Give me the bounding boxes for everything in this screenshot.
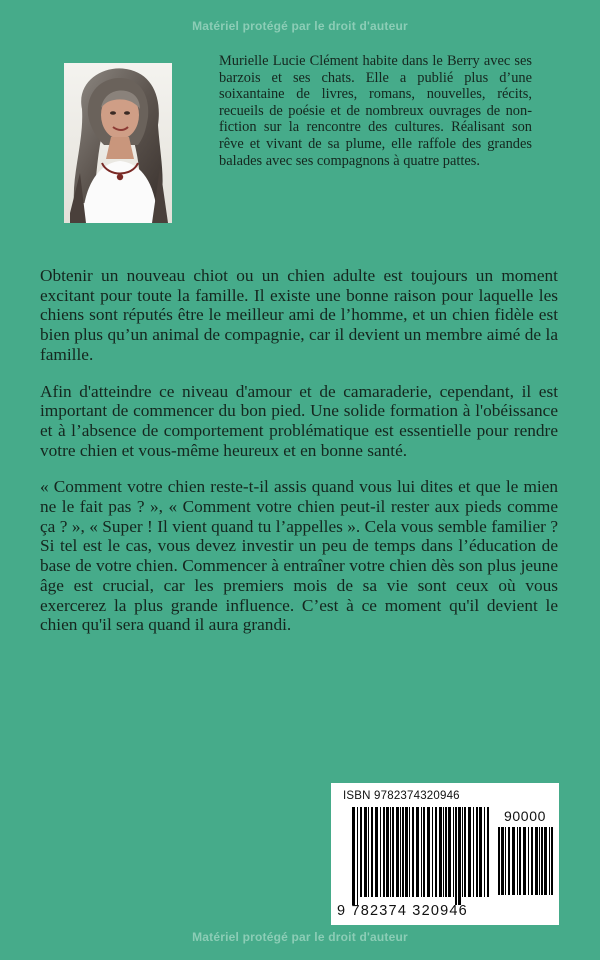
barcode-bar	[476, 807, 478, 897]
isbn-barcode-box	[331, 783, 559, 925]
barcode-bar	[544, 827, 547, 895]
barcode-bar	[462, 807, 463, 897]
barcode-bar	[416, 807, 419, 897]
barcode-bar	[473, 807, 474, 897]
barcode-bar	[412, 807, 414, 897]
barcode-bar	[371, 807, 373, 897]
author-photo	[64, 63, 172, 223]
barcode-bar	[458, 807, 461, 905]
barcode-bar	[505, 827, 506, 895]
barcode-bar	[375, 807, 378, 897]
blurb-paragraph: Afin d'atteindre ce niveau d'amour et de camaraderie, cependant, il est important de commencer du bon pied. Une solide formation à l'obéissance et à l’absence de comportement problématique est essentielle pour rendre votre chien et vous-même heureux et en bonne santé.	[40, 381, 558, 460]
barcode-bar	[487, 807, 489, 897]
barcode-bar	[498, 827, 500, 895]
addon-barcode-bars	[497, 827, 553, 903]
barcode-bar	[421, 807, 422, 897]
blurb-paragraph: « Comment votre chien reste-t-il assis quand vous lui dites et que le mien ne le fait pas ? », « Comment votre chien peut-il rester aux pieds comme ça ? », « Super ! Il vient quand tu l’appelles ». Cela vous semble familier ? Si tel est le cas, vous devez investir un peu de temps dans l’éducation de base de votre chien. Commencer à entraîner votre chien dès son plus jeune âge est crucial, car les premiers mois de sa vie sont ceux où vous exercerez la plus grande influence. C’est à ce moment qu'il devient le chien qu'il sera quand il aura grandi.	[40, 477, 558, 635]
barcode-bar	[448, 807, 451, 897]
book-blurb	[40, 266, 558, 652]
copyright-watermark-top: Matériel protégé par le droit d'auteur	[192, 19, 408, 33]
barcode-bar	[523, 827, 526, 895]
barcode-bar	[364, 807, 367, 897]
barcode-bar	[549, 827, 550, 895]
blurb-paragraph: Obtenir un nouveau chiot ou un chien adulte est toujours un moment excitant pour toute la famille. Il existe une bonne raison pour laquelle les chiens sont réputés être le meilleur ami de l’homme, et un chien fidèle est bien plus qu’un animal de compagnie, car il devient un membre aimé de la famille.	[40, 266, 558, 364]
author-bio: Murielle Lucie Clément habite dans le Berry avec ses barzois et ses chats. Elle a publié plus d’une soixantaine de livres, romans, nouvelles, récits, recueils de poésie et de nombreux ouvrages de non-fiction sur la rencontre des cultures. Réalisant son rêve et vivant de sa plume, elle raffole des grandes balades avec ses compagnons à quatre pattes.	[219, 53, 532, 169]
barcode-bar	[531, 827, 533, 895]
barcode-bar	[484, 807, 485, 897]
ean-digits: 9 782374 320946	[337, 903, 468, 919]
barcode-bar	[535, 827, 538, 895]
barcode-bar	[380, 807, 381, 897]
barcode-bar	[539, 827, 540, 895]
barcode-bar	[445, 807, 447, 897]
barcode-bar	[517, 827, 518, 895]
barcode-bar	[427, 807, 430, 897]
barcode-bar	[479, 807, 482, 897]
barcode-bar	[357, 807, 358, 905]
ean-barcode-bars	[351, 807, 491, 905]
barcode-bar	[455, 807, 457, 905]
barcode-bar	[390, 807, 391, 897]
barcode-bar	[400, 807, 401, 897]
barcode-bar	[383, 807, 385, 897]
barcode-bar	[392, 807, 394, 897]
barcode-bar	[468, 807, 471, 897]
barcode-bar	[402, 807, 404, 897]
barcode-bar	[508, 827, 510, 895]
barcode-bar	[352, 807, 355, 905]
isbn-label: ISBN 9782374320946	[343, 790, 460, 802]
barcode-bar	[541, 827, 543, 895]
barcode-bar	[432, 807, 433, 897]
barcode-bar	[443, 807, 444, 897]
barcode-bar	[368, 807, 369, 897]
barcode-bar	[423, 807, 425, 897]
barcode-bar	[405, 807, 408, 897]
author-portrait-image	[64, 63, 172, 223]
barcode-bar	[519, 827, 521, 895]
barcode-bar	[464, 807, 466, 897]
barcode-bar	[501, 827, 504, 895]
copyright-watermark-bottom: Matériel protégé par le droit d'auteur	[192, 930, 408, 944]
barcode-bar	[439, 807, 442, 897]
barcode-bar	[528, 827, 529, 895]
barcode-bar	[512, 827, 515, 895]
barcode-bar	[551, 827, 553, 895]
barcode-bar	[435, 807, 437, 897]
barcode-bar	[386, 807, 389, 897]
price-code: 90000	[504, 808, 546, 824]
barcode-bar	[409, 807, 410, 897]
barcode-bar	[396, 807, 399, 897]
barcode-bar	[360, 807, 362, 897]
barcode-bar	[453, 807, 454, 897]
